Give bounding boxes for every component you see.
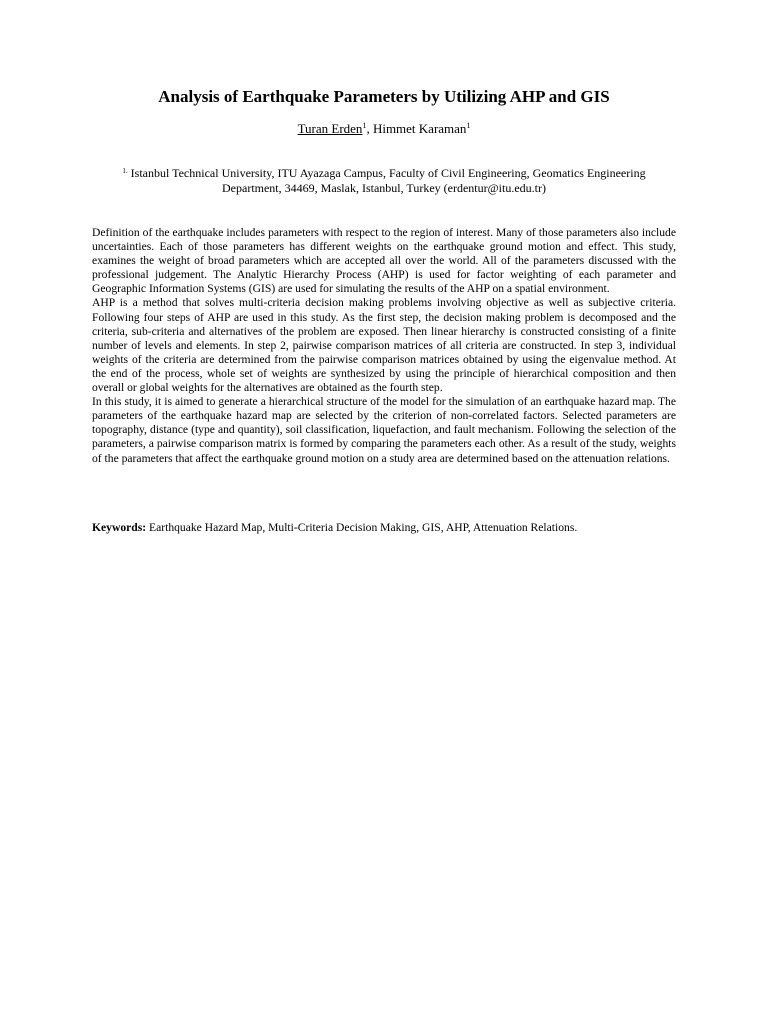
author-name-primary: Turan Erden [297, 121, 363, 136]
author-separator: , [366, 121, 373, 136]
affiliation [92, 166, 676, 195]
author-affiliation-mark: 1 [362, 121, 367, 130]
author-affiliation-mark: 1 [466, 121, 471, 130]
paper-title: Analysis of Earthquake Parameters by Utilizing AHP and GIS [158, 87, 610, 106]
keywords-text: Earthquake Hazard Map, Multi-Criteria Decision Making, GIS, AHP, Attenuation Relations. [146, 521, 578, 534]
affiliation-text: Istanbul Technical University, ITU Ayazaga Campus, Faculty of Civil Engineering, Geomatics Engineering Department, 34469, Maslak, Istanbul, Turkey (erdentur@itu.edu.tr) [127, 166, 646, 195]
abstract-paragraph: AHP is a method that solves multi-criteria decision making problems involving objective as well as subjective criteria. Following four steps of AHP are used in this study. As the first step, the decision making problem is decomposed and the criteria, sub-criteria and alternatives of the problem are exposed. Then linear hierarchy is constructed consisting of a finite number of levels and elements. In step 2, pairwise comparison matrices of all criteria are constructed. In step 3, individual weights of the criteria are determined from the pairwise comparison matrices obtained by using the eigenvalue method. At the end of the process, whole set of weights are synthesized by using the principle of hierarchical composition and then overall or global weights for the alternatives are obtained as the fourth step. [92, 296, 676, 395]
abstract [92, 226, 676, 466]
abstract-paragraph: In this study, it is aimed to generate a hierarchical structure of the model for the simulation of an earthquake hazard map. The parameters of the earthquake hazard map are selected by the criterion of non-correlated factors. Selected parameters are topography, distance (type and quantity), soil classification, liquefaction, and fault mechanism. Following the selection of the parameters, a pairwise comparison matrix is formed by comparing the parameters each other. As a result of the study, weights of the parameters that affect the earthquake ground motion on a study area are determined based on the attenuation relations. [92, 395, 676, 465]
author-line [0, 120, 768, 137]
keywords [92, 521, 676, 535]
keywords-label: Keywords: [92, 521, 147, 534]
author-name-secondary: Himmet Karaman [372, 121, 467, 136]
abstract-paragraph: Definition of the earthquake includes parameters with respect to the region of interest. Many of those parameters also include uncertainties. Each of those parameters has different weights on the earthquake ground motion and effect. This study, examines the weight of broad parameters which are accepted all over the world. All of the parameters discussed with the professional judgement. The Analytic Hierarchy Process (AHP) is used for factor weighting of each parameter and Geographic Information Systems (GIS) are used for simulating the results of the AHP on a spatial environment. [92, 226, 676, 296]
affiliation-mark: 1. [122, 167, 128, 175]
